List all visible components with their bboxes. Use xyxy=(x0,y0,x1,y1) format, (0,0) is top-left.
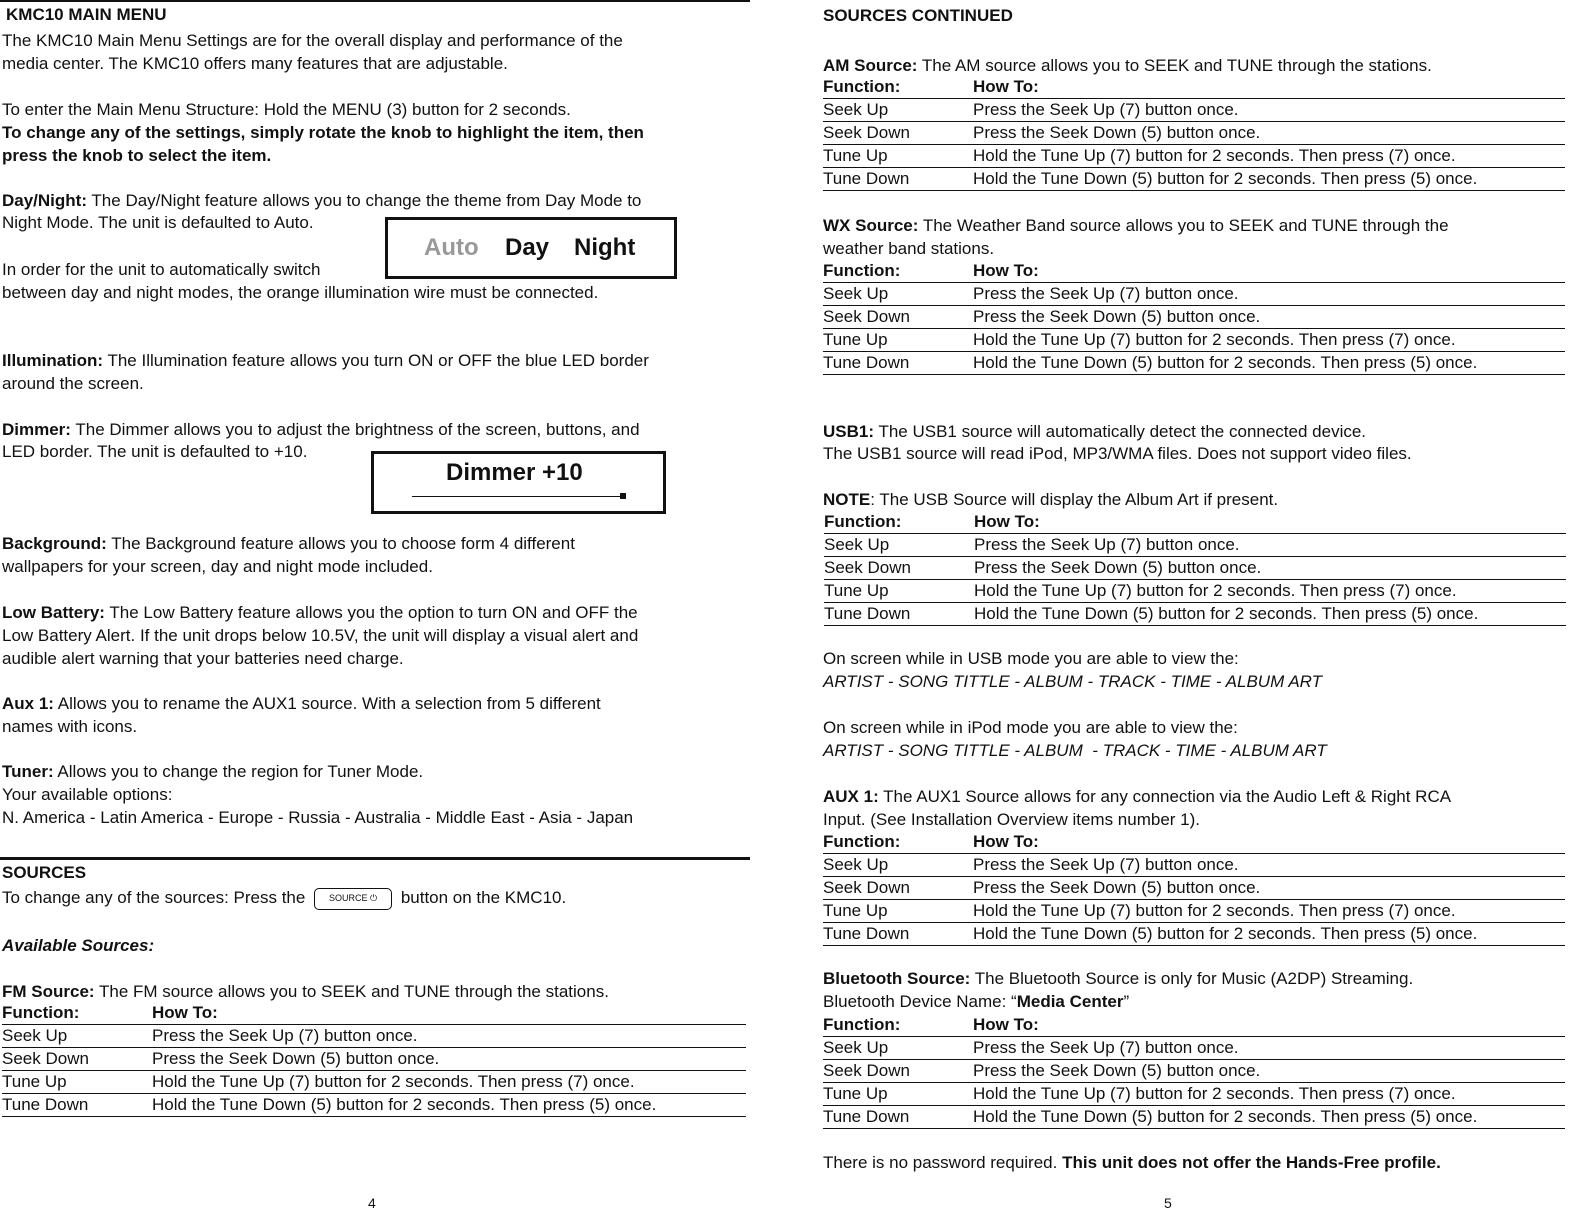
final-text: There is no password required. xyxy=(823,1153,1058,1172)
dimmer-line-1 xyxy=(2,418,640,441)
dimmer-label: Dimmer: xyxy=(2,420,71,439)
background-line-2: wallpapers for your screen, day and night mode included. xyxy=(2,557,433,576)
table-row xyxy=(823,1060,1565,1083)
daynight-display xyxy=(385,217,677,279)
table-row xyxy=(823,1106,1565,1129)
function-cell: Seek Up xyxy=(823,855,889,874)
wx-source-line-1 xyxy=(823,214,1449,237)
lowbat-text-1: The Low Battery feature allows you the option to turn ON and OFF the xyxy=(109,603,638,622)
daynight-text-1: The Day/Night feature allows you to change the theme from Day Mode to xyxy=(91,191,642,210)
ipod-view-line-1: On screen while in iPod mode you are able to view the: xyxy=(823,718,1238,737)
howto-cell: Press the Seek Down (5) button once. xyxy=(973,123,1261,142)
daynight-line-2: Night Mode. The unit is defaulted to Auto. xyxy=(2,213,314,232)
function-cell: Tune Up xyxy=(823,330,888,349)
function-cell: Tune Down xyxy=(823,169,910,188)
function-cell: Seek Down xyxy=(823,1061,910,1080)
table-row xyxy=(823,145,1565,168)
function-cell: Seek Down xyxy=(823,878,910,897)
howto-cell: Hold the Tune Down (5) button for 2 seconds. Then press (5) once. xyxy=(973,169,1478,188)
howto-cell: Press the Seek Down (5) button once. xyxy=(973,307,1261,326)
wx-source-line-2: weather band stations. xyxy=(823,239,995,258)
howto-cell: Press the Seek Up (7) button once. xyxy=(973,855,1239,874)
usb-line-1 xyxy=(823,420,1366,443)
table-header-row xyxy=(823,1014,1565,1037)
illumination-label: Illumination: xyxy=(2,351,104,370)
am-label: AM Source: xyxy=(823,56,918,75)
function-cell: Tune Up xyxy=(824,581,889,600)
bluetooth-text-1: The Bluetooth Source is only for Music (A2DP) Streaming. xyxy=(974,969,1414,988)
dimmer-line-2: LED border. The unit is defaulted to +10. xyxy=(2,442,308,461)
howto-cell: Hold the Tune Down (5) button for 2 seconds. Then press (5) once. xyxy=(152,1095,657,1114)
table-row xyxy=(823,1083,1565,1106)
function-cell: Tune Down xyxy=(2,1095,89,1114)
ipod-view-line-2: ARTIST - SONG TITTLE - ALBUM - TRACK - TIME - ALBUM ART xyxy=(823,741,1327,760)
dimmer-display xyxy=(371,451,666,514)
tuner-line-3: N. America - Latin America - Europe - Russia - Australia - Middle East - Asia - Japan xyxy=(2,808,634,827)
howto-cell: Press the Seek Up (7) button once. xyxy=(973,100,1239,119)
table-row xyxy=(824,603,1566,626)
howto-cell: Press the Seek Up (7) button once. xyxy=(973,1038,1239,1057)
function-cell: Seek Down xyxy=(2,1049,89,1068)
howto-cell: Press the Seek Down (5) button once. xyxy=(973,878,1261,897)
intro-line-2: media center. The KMC10 offers many features that are adjustable. xyxy=(2,54,508,73)
fm-text: The FM source allows you to SEEK and TUNE through the stations. xyxy=(98,982,609,1001)
aux1-label: AUX 1: xyxy=(823,787,879,806)
function-cell: Tune Up xyxy=(823,901,888,920)
aux-line-2: names with icons. xyxy=(2,717,138,736)
source-button: SOURCE ⏻ xyxy=(314,888,392,910)
function-cell: Tune Up xyxy=(823,1084,888,1103)
table-header-row xyxy=(823,76,1565,99)
table-row xyxy=(2,1048,746,1071)
tuner-text-1: Allows you to change the region for Tuner Mode. xyxy=(57,762,424,781)
table-row xyxy=(824,557,1566,580)
daynight-option-night: Night xyxy=(574,234,636,261)
change-settings-line-2: press the knob to select the item. xyxy=(2,146,272,165)
howto-cell: Hold the Tune Up (7) button for 2 seconds. Then press (7) once. xyxy=(974,581,1457,600)
howto-header: How To: xyxy=(973,1015,1039,1034)
aux-text-1: Allows you to rename the AUX1 source. With a selection from 5 different xyxy=(57,694,601,713)
daynight-line-4: between day and night modes, the orange illumination wire must be connected. xyxy=(2,283,599,302)
table-header-row xyxy=(824,511,1566,534)
illumination-text-1: The Illumination feature allows you turn ON or OFF the blue LED border xyxy=(107,351,649,370)
illumination-line-2: around the screen. xyxy=(2,374,144,393)
aux1-table xyxy=(823,831,1565,946)
fm-source-line xyxy=(2,980,609,1003)
change-settings-line-1: To change any of the settings, simply rotate the knob to highlight the item, then xyxy=(2,123,644,142)
usb-label: USB1: xyxy=(823,422,875,441)
page-number-right: 5 xyxy=(1164,1195,1172,1211)
bluetooth-line-2 xyxy=(823,990,1129,1013)
function-cell: Seek Up xyxy=(2,1026,68,1045)
function-cell: Tune Down xyxy=(823,1107,910,1126)
daynight-line-3: In order for the unit to automatically switch xyxy=(2,260,321,279)
background-line-1 xyxy=(2,532,575,555)
usb-view-line-1: On screen while in USB mode you are able to view the: xyxy=(823,649,1239,668)
howto-cell: Hold the Tune Up (7) button for 2 seconds. Then press (7) once. xyxy=(973,901,1456,920)
table-row xyxy=(2,1094,746,1117)
fm-table xyxy=(2,1002,746,1117)
daynight-option-day: Day xyxy=(505,234,550,261)
table-header-row xyxy=(2,1002,746,1025)
howto-cell: Hold the Tune Up (7) button for 2 seconds. Then press (7) once. xyxy=(152,1072,635,1091)
note-label: NOTE xyxy=(823,490,871,509)
function-cell: Seek Up xyxy=(824,535,890,554)
function-header: Function: xyxy=(824,512,902,531)
usb-line-2: The USB1 source will read iPod, MP3/WMA files. Does not support video files. xyxy=(823,444,1412,463)
lowbat-line-3: audible alert warning that your batteries need charge. xyxy=(2,649,404,668)
howto-cell: Press the Seek Down (5) button once. xyxy=(974,558,1262,577)
fm-label: FM Source: xyxy=(2,982,95,1001)
table-row xyxy=(823,306,1565,329)
table-row xyxy=(823,900,1565,923)
howto-cell: Press the Seek Up (7) button once. xyxy=(152,1026,418,1045)
dimmer-text-1: The Dimmer allows you to adjust the brightness of the screen, buttons, and xyxy=(75,420,640,439)
aux-line-1 xyxy=(2,692,601,715)
aux1-text-1: The AUX1 Source allows for any connection via the Audio Left & Right RCA xyxy=(883,787,1452,806)
table-row xyxy=(823,854,1565,877)
howto-cell: Hold the Tune Down (5) button for 2 seconds. Then press (5) once. xyxy=(973,924,1478,943)
intro-line-1: The KMC10 Main Menu Settings are for the overall display and performance of the xyxy=(2,31,623,50)
top-rule-left xyxy=(0,0,750,2)
lowbat-label: Low Battery: xyxy=(2,603,105,622)
bluetooth-label: Bluetooth Source: xyxy=(823,969,971,988)
function-cell: Seek Down xyxy=(823,123,910,142)
background-text-1: The Background feature allows you to choose form 4 different xyxy=(111,534,575,553)
bluetooth-table xyxy=(823,1014,1565,1129)
daynight-line-1 xyxy=(2,189,641,212)
table-row xyxy=(823,168,1565,191)
function-header: Function: xyxy=(823,832,901,851)
function-cell: Tune Down xyxy=(823,353,910,372)
howto-cell: Press the Seek Up (7) button once. xyxy=(974,535,1240,554)
howto-cell: Hold the Tune Down (5) button for 2 seconds. Then press (5) once. xyxy=(974,604,1479,623)
tuner-line-1 xyxy=(2,760,423,783)
daynight-option-auto: Auto xyxy=(424,234,479,261)
sources-post-text: button on the KMC10. xyxy=(400,888,567,907)
tuner-line-2: Your available options: xyxy=(2,785,173,804)
howto-cell: Hold the Tune Down (5) button for 2 seconds. Then press (5) once. xyxy=(973,1107,1478,1126)
howto-cell: Hold the Tune Down (5) button for 2 seconds. Then press (5) once. xyxy=(973,353,1478,372)
dimmer-slider-track xyxy=(412,496,624,497)
final-line xyxy=(823,1151,1441,1174)
sources-continued-title: SOURCES CONTINUED xyxy=(823,6,1013,25)
function-cell: Seek Up xyxy=(823,100,889,119)
function-header: Function: xyxy=(2,1003,80,1022)
table-header-row xyxy=(823,831,1565,854)
wx-label: WX Source: xyxy=(823,216,919,235)
daynight-label: Day/Night: xyxy=(2,191,87,210)
function-cell: Tune Up xyxy=(823,146,888,165)
function-header: Function: xyxy=(823,1015,901,1034)
available-sources-heading: Available Sources: xyxy=(2,936,155,955)
background-label: Background: xyxy=(2,534,107,553)
usb-table xyxy=(824,511,1566,626)
note-text: : The USB Source will display the Album Art if present. xyxy=(870,490,1279,509)
bluetooth-name-post: ” xyxy=(1123,992,1130,1011)
function-cell: Seek Down xyxy=(824,558,911,577)
sources-title: SOURCES xyxy=(2,863,87,882)
wx-table xyxy=(823,260,1565,375)
function-cell: Seek Down xyxy=(823,307,910,326)
sources-instruction xyxy=(2,886,566,910)
function-cell: Seek Up xyxy=(823,284,889,303)
howto-cell: Press the Seek Down (5) button once. xyxy=(973,1061,1261,1080)
table-row xyxy=(823,99,1565,122)
lowbat-line-1 xyxy=(2,601,638,624)
function-header: Function: xyxy=(823,261,901,280)
howto-header: How To: xyxy=(973,832,1039,851)
main-menu-title: KMC10 MAIN MENU xyxy=(6,5,167,24)
illumination-line-1 xyxy=(2,349,649,372)
table-row xyxy=(824,580,1566,603)
am-table xyxy=(823,76,1565,191)
bluetooth-line-1 xyxy=(823,967,1413,990)
table-row xyxy=(823,923,1565,946)
bluetooth-name-pre: Bluetooth Device Name: “ xyxy=(823,992,1017,1011)
bluetooth-device-name: Media Center xyxy=(1016,992,1124,1011)
function-cell: Seek Up xyxy=(823,1038,889,1057)
note-line xyxy=(823,488,1278,511)
usb-view-line-2: ARTIST - SONG TITTLE - ALBUM - TRACK - TIME - ALBUM ART xyxy=(823,672,1323,691)
sources-rule xyxy=(0,857,750,860)
function-cell: Tune Down xyxy=(823,924,910,943)
table-row xyxy=(823,329,1565,352)
howto-cell: Press the Seek Down (5) button once. xyxy=(152,1049,440,1068)
table-row xyxy=(2,1025,746,1048)
table-row xyxy=(823,1037,1565,1060)
am-source-line xyxy=(823,54,1432,77)
howto-cell: Hold the Tune Up (7) button for 2 seconds. Then press (7) once. xyxy=(973,146,1456,165)
aux1-line-2: Input. (See Installation Overview items number 1). xyxy=(823,810,1200,829)
table-row xyxy=(2,1071,746,1094)
table-row xyxy=(823,122,1565,145)
howto-cell: Hold the Tune Up (7) button for 2 seconds. Then press (7) once. xyxy=(973,1084,1456,1103)
wx-text-1: The Weather Band source allows you to SEEK and TUNE through the xyxy=(922,216,1449,235)
dimmer-slider-handle xyxy=(620,493,626,499)
final-bold-text: This unit does not offer the Hands-Free profile. xyxy=(1062,1153,1441,1172)
function-header: Function: xyxy=(823,77,901,96)
howto-header: How To: xyxy=(973,261,1039,280)
tuner-label: Tuner: xyxy=(2,762,54,781)
function-cell: Tune Down xyxy=(824,604,911,623)
aux1-line-1 xyxy=(823,785,1451,808)
sources-pre-text: To change any of the sources: Press the xyxy=(2,888,306,907)
dimmer-value-label: Dimmer +10 xyxy=(446,459,583,486)
howto-header: How To: xyxy=(974,512,1040,531)
table-row xyxy=(823,283,1565,306)
howto-cell: Hold the Tune Up (7) button for 2 seconds. Then press (7) once. xyxy=(973,330,1456,349)
function-cell: Tune Up xyxy=(2,1072,67,1091)
page-number-left: 4 xyxy=(368,1195,376,1211)
table-row xyxy=(823,877,1565,900)
howto-header: How To: xyxy=(152,1003,218,1022)
table-row xyxy=(824,534,1566,557)
table-row xyxy=(823,352,1565,375)
table-header-row xyxy=(823,260,1565,283)
lowbat-line-2: Low Battery Alert. If the unit drops below 10.5V, the unit will display a visual alert and xyxy=(2,626,639,645)
usb-text-1: The USB1 source will automatically detect the connected device. xyxy=(878,422,1367,441)
am-text: The AM source allows you to SEEK and TUNE through the stations. xyxy=(921,56,1432,75)
howto-cell: Press the Seek Up (7) button once. xyxy=(973,284,1239,303)
howto-header: How To: xyxy=(973,77,1039,96)
enter-menu-text: To enter the Main Menu Structure: Hold the MENU (3) button for 2 seconds. xyxy=(2,100,571,119)
aux-label: Aux 1: xyxy=(2,694,54,713)
